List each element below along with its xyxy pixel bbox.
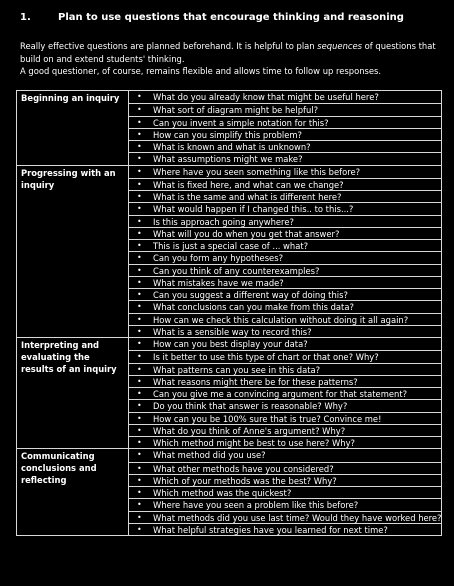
question-text: How can you be 100% sure that is true? Convince me!: [153, 413, 382, 424]
section-label: Communicating conclusions and reflecting: [17, 449, 129, 536]
question-text: Is it better to use this type of chart or that one? Why?: [153, 352, 379, 363]
question-text: What will you do when you get that answer?: [153, 228, 340, 239]
bullet-icon: •: [137, 314, 142, 324]
question-text: What is the same and what is different here?: [153, 192, 342, 202]
bullet-icon: •: [137, 438, 142, 447]
question-item: [129, 462, 441, 474]
question-item: [129, 387, 441, 399]
section-questions: [129, 449, 442, 536]
bullet-icon: •: [137, 228, 142, 238]
question-item: [129, 166, 441, 178]
question-item: [129, 436, 441, 448]
bullet-icon: •: [137, 475, 142, 485]
bullet-icon: •: [137, 253, 142, 263]
question-text: What other methods have you considered?: [153, 463, 334, 474]
question-item: [129, 399, 441, 411]
question-item: [129, 190, 441, 202]
question-text: How can you best display your data?: [153, 339, 308, 349]
section-questions: [129, 91, 442, 166]
section-label: Beginning an inquiry: [17, 91, 129, 166]
question-text: What conclusions can you make from this data?: [153, 302, 354, 313]
question-item: [129, 313, 441, 325]
question-item: [129, 350, 441, 362]
question-text: What reasons might there be for these patterns?: [153, 376, 358, 387]
bullet-icon: •: [137, 192, 142, 201]
bullet-icon: •: [137, 277, 142, 287]
question-list: [129, 338, 441, 448]
section-row: [17, 338, 442, 449]
bullet-icon: •: [137, 413, 142, 423]
bullet-icon: •: [137, 352, 142, 362]
question-item: [129, 424, 441, 436]
bullet-icon: •: [137, 425, 142, 435]
bullet-icon: •: [137, 129, 142, 139]
question-text: This is just a special case of ... what?: [153, 241, 309, 251]
question-list: [129, 449, 441, 535]
bullet-icon: •: [137, 179, 142, 189]
question-item: [129, 523, 441, 535]
bullet-icon: •: [137, 154, 142, 164]
question-item: [129, 178, 441, 190]
question-item: [129, 498, 441, 510]
question-item: [129, 449, 441, 461]
question-text: What do you think of Anne's argument? Why?: [153, 425, 346, 436]
bullet-icon: •: [137, 105, 142, 115]
question-text: What would happen if I changed this.. to this...?: [153, 204, 354, 215]
intro-line-1-start: Really effective questions are planned beforehand. It is helpful to plan: [20, 41, 318, 51]
section-row: [17, 449, 442, 536]
bullet-icon: •: [137, 450, 142, 460]
question-text: What is a sensible way to record this?: [153, 326, 312, 337]
question-text: What methods did you use last time? Would they have worked here?: [153, 512, 442, 523]
question-item: [129, 511, 441, 523]
question-text: What method did you use?: [153, 450, 266, 461]
question-text: What mistakes have we made?: [153, 277, 284, 288]
question-text: How can you simplify this problem?: [153, 129, 302, 140]
questions-table-body: [17, 91, 442, 536]
question-text: What assumptions might we make?: [153, 154, 303, 165]
bullet-icon: •: [137, 339, 142, 348]
question-item: [129, 227, 441, 239]
question-item: [129, 215, 441, 227]
bullet-icon: •: [137, 488, 142, 497]
question-text: Can you think of any counterexamples?: [153, 265, 320, 276]
section-label: Interpreting and evaluating the results of an inquiry: [17, 338, 129, 449]
question-item: [129, 486, 441, 498]
question-item: [129, 300, 441, 312]
question-text: What is fixed here, and what can we change?: [153, 179, 344, 190]
bullet-icon: •: [137, 401, 142, 411]
intro-line-1: [20, 40, 445, 65]
question-text: What do you already know that might be useful here?: [153, 92, 379, 102]
question-text: What helpful strategies have you learned for next time?: [153, 524, 388, 535]
question-text: Which of your methods was the best? Why?: [153, 475, 337, 486]
question-text: Can you invent a simple notation for this?: [153, 117, 329, 128]
question-text: Where have you seen something like this before?: [153, 166, 361, 177]
question-text: What sort of diagram might be helpful?: [153, 105, 319, 116]
bullet-icon: •: [137, 290, 142, 299]
heading-number: 1.: [20, 12, 31, 23]
question-text: Where have you seen a problem like this before?: [153, 500, 359, 511]
bullet-icon: •: [137, 326, 142, 336]
intro-paragraph: [20, 40, 445, 78]
bullet-icon: •: [137, 241, 142, 250]
question-item: [129, 91, 441, 103]
bullet-icon: •: [137, 92, 142, 101]
question-text: Is this approach going anywhere?: [153, 216, 294, 227]
question-item: [129, 128, 441, 140]
intro-line-1-end: of questions that build on and extend students' thinking.: [20, 41, 436, 64]
section-row: [17, 165, 442, 338]
section-questions: [129, 338, 442, 449]
bullet-icon: •: [137, 216, 142, 226]
bullet-icon: •: [137, 463, 142, 473]
bullet-icon: •: [137, 142, 142, 151]
section-row: [17, 91, 442, 166]
question-text: What patterns can you see in this data?: [153, 364, 321, 375]
question-item: [129, 264, 441, 276]
question-item: [129, 375, 441, 387]
bullet-icon: •: [137, 389, 142, 398]
question-item: [129, 325, 441, 337]
bullet-icon: •: [137, 302, 142, 312]
intro-line-2: A good questioner, of course, remains flexible and allows time to follow up responses.: [20, 66, 382, 76]
question-text: What is known and what is unknown?: [153, 142, 311, 152]
question-item: [129, 251, 441, 263]
question-item: [129, 276, 441, 288]
question-list: [129, 91, 441, 165]
heading-title: Plan to use questions that encourage thinking and reasoning: [58, 12, 404, 23]
question-text: How can we check this calculation without doing it all again?: [153, 314, 409, 325]
question-text: Can you form any hypotheses?: [153, 253, 284, 264]
question-item: [129, 202, 441, 214]
question-list: [129, 166, 441, 338]
question-item: [129, 288, 441, 300]
question-text: Do you think that answer is reasonable? Why?: [153, 401, 348, 412]
question-item: [129, 363, 441, 375]
bullet-icon: •: [137, 204, 142, 214]
intro-emphasis: sequences: [317, 41, 363, 51]
questions-table: [16, 90, 442, 536]
section-questions: [129, 165, 442, 338]
question-item: [129, 474, 441, 486]
question-text: Can you give me a convincing argument for that statement?: [153, 389, 408, 399]
bullet-icon: •: [137, 512, 142, 522]
question-text: Which method might be best to use here? Why?: [153, 438, 355, 448]
question-item: [129, 140, 441, 152]
question-item: [129, 116, 441, 128]
question-item: [129, 338, 441, 350]
section-heading: [20, 12, 404, 23]
bullet-icon: •: [137, 364, 142, 374]
question-item: [129, 239, 441, 251]
bullet-icon: •: [137, 376, 142, 386]
question-item: [129, 152, 441, 164]
section-label: Progressing with an inquiry: [17, 165, 129, 338]
question-item: [129, 412, 441, 424]
bullet-icon: •: [137, 500, 142, 510]
question-text: Can you suggest a different way of doing this?: [153, 290, 348, 300]
bullet-icon: •: [137, 166, 142, 176]
question-text: Which method was the quickest?: [153, 488, 292, 498]
bullet-icon: •: [137, 524, 142, 534]
bullet-icon: •: [137, 117, 142, 127]
bullet-icon: •: [137, 265, 142, 275]
question-item: [129, 103, 441, 115]
